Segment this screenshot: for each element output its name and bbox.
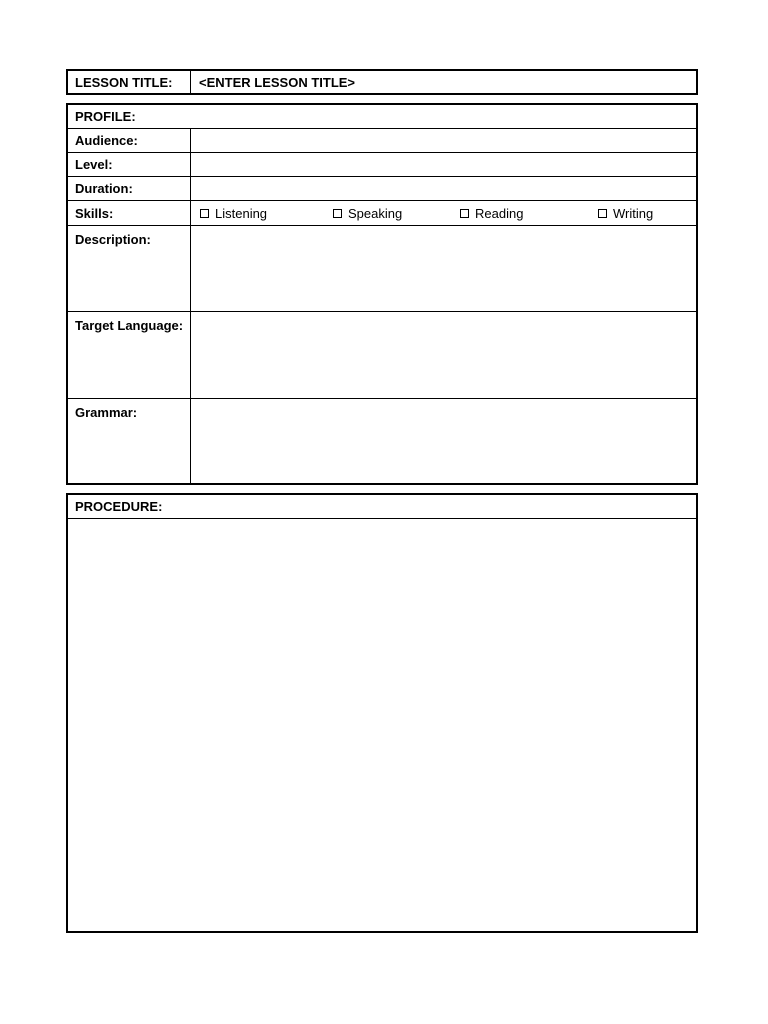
grammar-label: Grammar:: [68, 399, 191, 483]
skills-options: [192, 201, 696, 225]
skill-option-listening[interactable]: [200, 201, 267, 225]
checkbox-icon[interactable]: [333, 209, 342, 218]
level-label: Level:: [68, 153, 191, 176]
skill-option-speaking[interactable]: [333, 201, 402, 225]
description-label: Description:: [68, 226, 191, 311]
description-row: [68, 226, 696, 312]
skills-row: [68, 201, 696, 226]
skill-label-listening: Listening: [215, 205, 268, 221]
grammar-row: [68, 399, 696, 483]
level-row: [68, 153, 696, 177]
skill-label-writing: Writing: [613, 205, 654, 221]
skills-label: Skills:: [68, 201, 191, 225]
skill-label-speaking: Speaking: [348, 205, 403, 221]
skill-label-reading: Reading: [475, 205, 524, 221]
lesson-title-field[interactable]: <ENTER LESSON TITLE>: [199, 74, 356, 90]
duration-field[interactable]: [192, 177, 696, 200]
description-field[interactable]: [192, 226, 696, 311]
target-language-row: [68, 312, 696, 399]
target-language-field[interactable]: [192, 312, 696, 398]
profile-header: PROFILE:: [68, 105, 696, 129]
grammar-field[interactable]: [192, 399, 696, 483]
checkbox-icon[interactable]: [460, 209, 469, 218]
lesson-title-table: [66, 69, 698, 95]
skill-option-reading[interactable]: [460, 201, 523, 225]
lesson-title-label: LESSON TITLE:: [68, 71, 191, 93]
procedure-table: [66, 493, 698, 933]
duration-label: Duration:: [68, 177, 191, 200]
procedure-field[interactable]: [68, 519, 696, 931]
target-language-label: Target Language:: [68, 312, 191, 398]
audience-field[interactable]: [192, 129, 696, 152]
level-field[interactable]: [192, 153, 696, 176]
lesson-title-row: [68, 71, 696, 93]
procedure-header: PROCEDURE:: [68, 495, 696, 519]
duration-row: [68, 177, 696, 201]
checkbox-icon[interactable]: [200, 209, 209, 218]
skill-option-writing[interactable]: [598, 201, 653, 225]
profile-table: [66, 103, 698, 485]
audience-row: [68, 129, 696, 153]
audience-label: Audience:: [68, 129, 191, 152]
checkbox-icon[interactable]: [598, 209, 607, 218]
